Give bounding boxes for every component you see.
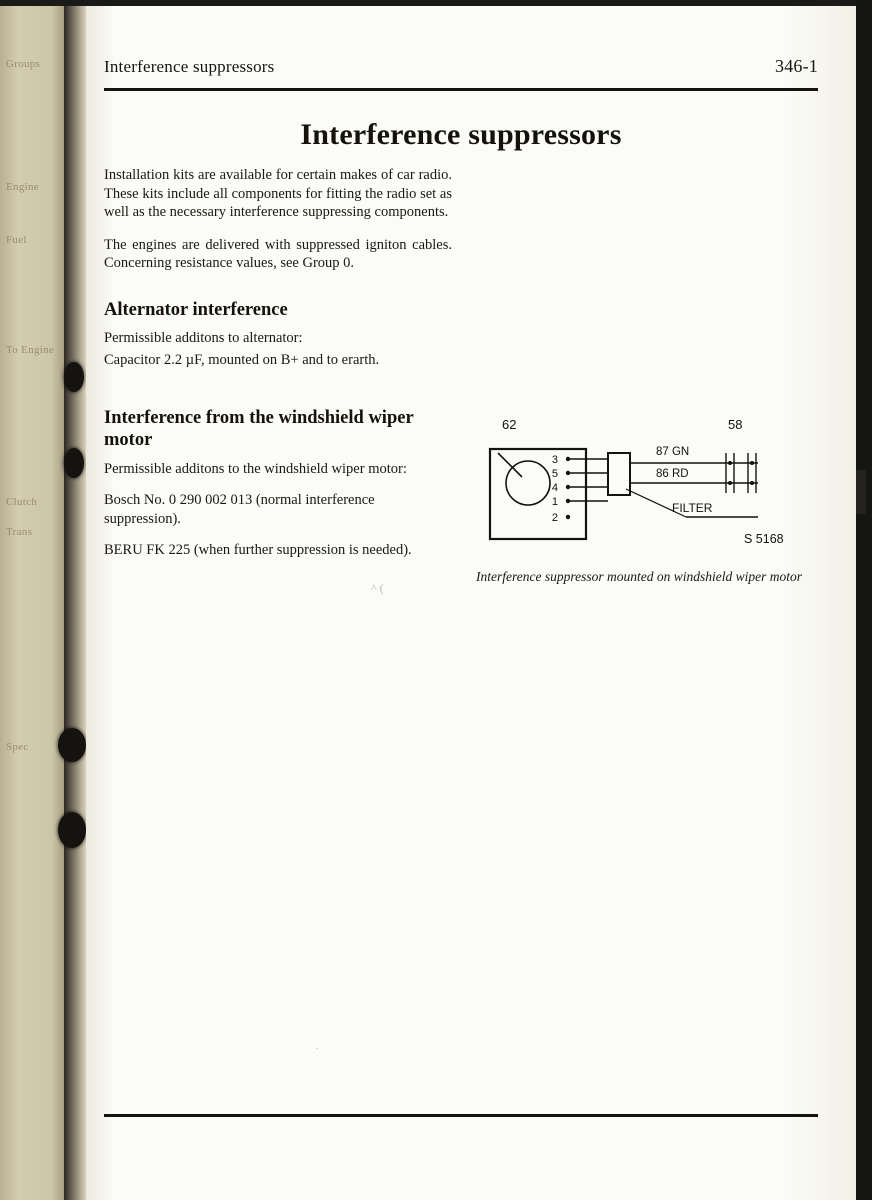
binding-hole: [64, 362, 84, 392]
figure-filter-label: FILTER: [672, 501, 713, 515]
adjacent-page-text: Engine: [6, 181, 39, 193]
section-line: BERU FK 225 (when further suppression is needed).: [104, 542, 412, 559]
figure-caption: Interference suppressor mounted on windshield wiper motor: [476, 569, 802, 584]
adjacent-page-text: Trans: [6, 526, 33, 538]
header-rule: [104, 88, 818, 91]
intro-paragraph: Installation kits are available for certain makes of car radio. These kits include all components for fitting the radio set as well as the necessary interference suppressing components.: [104, 167, 452, 221]
adjacent-page-text: Fuel: [6, 234, 27, 246]
svg-text:4: 4: [551, 482, 558, 494]
wiring-diagram-svg: [476, 411, 818, 561]
header-page-number: 346-1: [775, 56, 818, 76]
svg-text:1: 1: [551, 496, 558, 508]
header-title: Interference suppressors: [104, 57, 275, 76]
scan-right-edge: [856, 0, 872, 1200]
document-page: [86, 6, 856, 1200]
svg-text:2: 2: [551, 512, 558, 524]
figure-wire-87gn: 87 GN: [656, 446, 690, 458]
scan-artifact: ^ (: [371, 581, 384, 595]
adjacent-page-text: To Engine: [6, 344, 55, 356]
section-heading-alternator: Alternator interference: [104, 299, 288, 320]
section-line: Permissible additons to the windshield wiper motor:: [104, 460, 407, 477]
adjacent-page-text: Clutch: [6, 496, 38, 508]
body-text-column: [104, 166, 452, 563]
adjacent-page: [0, 6, 64, 1200]
scan-artifact: .: [316, 1041, 319, 1051]
binding-hole: [58, 812, 86, 848]
adjacent-page-text: Spec: [6, 741, 29, 753]
figure-label-58: 58: [728, 417, 743, 432]
figure-id: S 5168: [744, 532, 784, 546]
svg-text:3: 3: [551, 454, 558, 466]
intro-paragraph: The engines are delivered with suppressed igniton cables. Concerning resistance values, see Group 0.: [104, 236, 452, 272]
binding-hole: [58, 728, 86, 762]
binding-gutter: [64, 6, 86, 1200]
figure-wiring-diagram: [476, 411, 818, 586]
figure-wire-86rd: 86 RD: [656, 468, 689, 480]
section-line: Bosch No. 0 290 002 013 (normal interference suppression).: [104, 491, 375, 527]
svg-text:5: 5: [551, 468, 558, 480]
page-header: [104, 56, 818, 77]
figure-label-62: 62: [502, 417, 517, 432]
section-line: Capacitor 2.2 µF, mounted on B+ and to erarth.: [104, 352, 380, 369]
section-heading-wiper: Interference from the windshield wiper motor: [104, 407, 414, 451]
page-title: Interference suppressors: [300, 118, 622, 151]
adjacent-page-text: Groups: [6, 58, 41, 70]
section-line: Permissible additons to alternator:: [104, 330, 303, 347]
footer-rule: [104, 1114, 818, 1117]
binding-hole: [64, 448, 84, 478]
